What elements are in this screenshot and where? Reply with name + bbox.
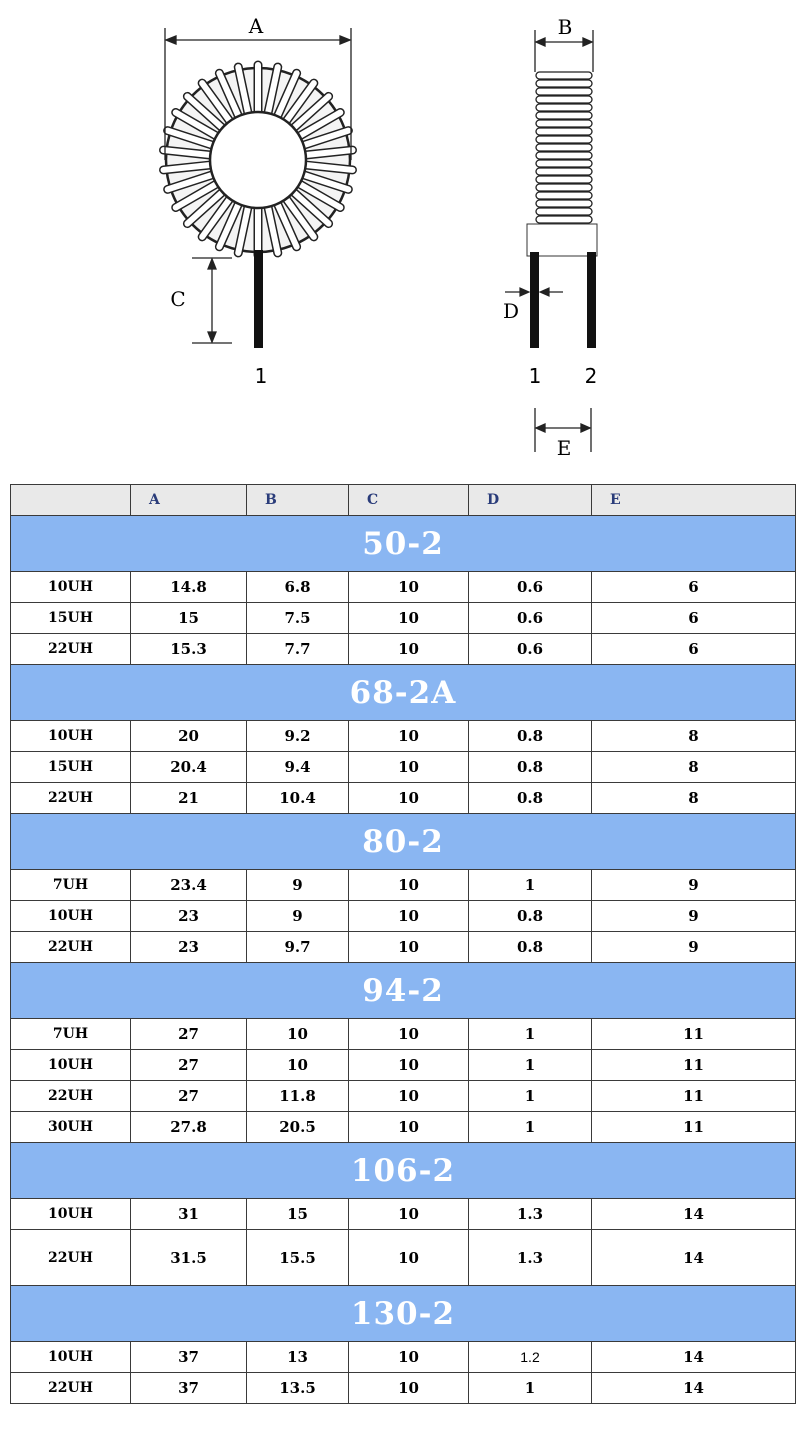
cell-a: 15 xyxy=(131,603,247,634)
cell-a: 23.4 xyxy=(131,870,247,901)
side-winding-turn xyxy=(536,128,592,135)
header-cell-e: E xyxy=(592,485,796,516)
cell-b: 9 xyxy=(247,870,349,901)
cell-e: 8 xyxy=(592,721,796,752)
group-header-row xyxy=(11,516,796,572)
cell-c: 10 xyxy=(349,572,469,603)
table-row xyxy=(11,572,796,603)
group-title: 80-2 xyxy=(11,814,796,870)
table-row xyxy=(11,1199,796,1230)
cell-b: 10.4 xyxy=(247,783,349,814)
cell-c: 10 xyxy=(349,634,469,665)
cell-e: 6 xyxy=(592,603,796,634)
table-row xyxy=(11,1112,796,1143)
cell-inductance: 10UH xyxy=(11,1199,131,1230)
toroid-side-view xyxy=(527,72,597,348)
cell-a: 14.8 xyxy=(131,572,247,603)
group-title: 50-2 xyxy=(11,516,796,572)
cell-d: 1 xyxy=(469,1373,592,1404)
cell-c: 10 xyxy=(349,932,469,963)
cell-inductance: 22UH xyxy=(11,634,131,665)
cell-a: 27 xyxy=(131,1050,247,1081)
cell-e: 8 xyxy=(592,783,796,814)
group-title: 130-2 xyxy=(11,1286,796,1342)
cell-d: 0.8 xyxy=(469,901,592,932)
cell-d: 1.3 xyxy=(469,1199,592,1230)
cell-e: 11 xyxy=(592,1112,796,1143)
cell-inductance: 30UH xyxy=(11,1112,131,1143)
cell-d: 1.2 xyxy=(469,1342,592,1373)
header-cell-b: B xyxy=(247,485,349,516)
header-row xyxy=(11,485,796,516)
cell-a: 20 xyxy=(131,721,247,752)
cell-d: 0.8 xyxy=(469,932,592,963)
cell-e: 11 xyxy=(592,1019,796,1050)
group-title: 94-2 xyxy=(11,963,796,1019)
group-title: 68-2A xyxy=(11,665,796,721)
cell-c: 10 xyxy=(349,901,469,932)
side-winding-turn xyxy=(536,104,592,111)
pin-1-front-label: 1 xyxy=(254,364,268,388)
table-row xyxy=(11,1019,796,1050)
group-header-row xyxy=(11,1286,796,1342)
side-winding-turn xyxy=(536,112,592,119)
cell-d: 0.8 xyxy=(469,783,592,814)
table-row xyxy=(11,870,796,901)
cell-c: 10 xyxy=(349,1112,469,1143)
cell-b: 9.2 xyxy=(247,721,349,752)
cell-b: 7.5 xyxy=(247,603,349,634)
label-d: D xyxy=(502,299,520,323)
cell-e: 11 xyxy=(592,1050,796,1081)
cell-c: 10 xyxy=(349,870,469,901)
header-cell-d: D xyxy=(469,485,592,516)
cell-c: 10 xyxy=(349,783,469,814)
cell-e: 6 xyxy=(592,572,796,603)
cell-inductance: 10UH xyxy=(11,721,131,752)
label-c: C xyxy=(170,287,186,311)
cell-inductance: 22UH xyxy=(11,1373,131,1404)
table-row xyxy=(11,783,796,814)
cell-c: 10 xyxy=(349,603,469,634)
cell-inductance: 22UH xyxy=(11,1081,131,1112)
cell-b: 20.5 xyxy=(247,1112,349,1143)
cell-e: 6 xyxy=(592,634,796,665)
table-row xyxy=(11,1373,796,1404)
cell-d: 0.6 xyxy=(469,634,592,665)
cell-d: 1 xyxy=(469,1019,592,1050)
table-row xyxy=(11,1050,796,1081)
group-header-row xyxy=(11,1143,796,1199)
spec-table-body xyxy=(11,516,796,1404)
cell-a: 27.8 xyxy=(131,1112,247,1143)
cell-e: 9 xyxy=(592,901,796,932)
cell-c: 10 xyxy=(349,1373,469,1404)
spec-table xyxy=(10,484,796,1404)
cell-b: 13.5 xyxy=(247,1373,349,1404)
header-cell-a: A xyxy=(131,485,247,516)
header-cell-c: C xyxy=(349,485,469,516)
cell-e: 14 xyxy=(592,1373,796,1404)
cell-inductance: 10UH xyxy=(11,901,131,932)
cell-d: 1 xyxy=(469,1081,592,1112)
cell-c: 10 xyxy=(349,1342,469,1373)
cell-inductance: 7UH xyxy=(11,1019,131,1050)
table-row xyxy=(11,932,796,963)
side-winding-turn xyxy=(536,200,592,207)
cell-e: 11 xyxy=(592,1081,796,1112)
toroid-front-view xyxy=(164,65,353,348)
side-winding-turn xyxy=(536,88,592,95)
side-winding-turn xyxy=(536,80,592,87)
label-a: A xyxy=(248,14,264,38)
table-row xyxy=(11,752,796,783)
cell-a: 23 xyxy=(131,932,247,963)
cell-e: 8 xyxy=(592,752,796,783)
cell-b: 6.8 xyxy=(247,572,349,603)
cell-b: 11.8 xyxy=(247,1081,349,1112)
side-winding-turn xyxy=(536,192,592,199)
group-title: 106-2 xyxy=(11,1143,796,1199)
cell-e: 9 xyxy=(592,870,796,901)
cell-b: 9 xyxy=(247,901,349,932)
pin-1-side-label: 1 xyxy=(528,364,542,388)
cell-b: 9.4 xyxy=(247,752,349,783)
side-winding-turn xyxy=(536,120,592,127)
side-winding-turn xyxy=(536,208,592,215)
side-winding-turn xyxy=(536,72,592,79)
cell-d: 1.3 xyxy=(469,1230,592,1286)
side-winding-turn xyxy=(536,136,592,143)
cell-inductance: 22UH xyxy=(11,1230,131,1286)
cell-b: 7.7 xyxy=(247,634,349,665)
cell-c: 10 xyxy=(349,752,469,783)
cell-b: 15.5 xyxy=(247,1230,349,1286)
cell-c: 10 xyxy=(349,721,469,752)
cell-e: 9 xyxy=(592,932,796,963)
side-winding-turn xyxy=(536,168,592,175)
cell-d: 1 xyxy=(469,1050,592,1081)
header-cell-blank xyxy=(11,485,131,516)
cell-inductance: 10UH xyxy=(11,572,131,603)
cell-d: 0.8 xyxy=(469,721,592,752)
cell-a: 23 xyxy=(131,901,247,932)
table-row xyxy=(11,721,796,752)
cell-e: 14 xyxy=(592,1230,796,1286)
cell-e: 14 xyxy=(592,1342,796,1373)
side-winding-turn xyxy=(536,216,592,223)
cell-a: 31.5 xyxy=(131,1230,247,1286)
side-winding-turn xyxy=(536,144,592,151)
cell-d: 0.6 xyxy=(469,572,592,603)
cell-a: 37 xyxy=(131,1373,247,1404)
cell-a: 37 xyxy=(131,1342,247,1373)
table-row xyxy=(11,901,796,932)
group-header-row xyxy=(11,963,796,1019)
cell-b: 10 xyxy=(247,1019,349,1050)
cell-c: 10 xyxy=(349,1081,469,1112)
cell-b: 9.7 xyxy=(247,932,349,963)
table-row xyxy=(11,634,796,665)
cell-inductance: 10UH xyxy=(11,1050,131,1081)
side-winding-turn xyxy=(536,160,592,167)
table-row xyxy=(11,603,796,634)
cell-d: 1 xyxy=(469,870,592,901)
cell-e: 14 xyxy=(592,1199,796,1230)
side-winding-turn xyxy=(536,152,592,159)
dimension-c xyxy=(192,258,232,343)
table-row xyxy=(11,1342,796,1373)
cell-c: 10 xyxy=(349,1019,469,1050)
cell-inductance: 10UH xyxy=(11,1342,131,1373)
cell-inductance: 15UH xyxy=(11,603,131,634)
cell-a: 21 xyxy=(131,783,247,814)
cell-inductance: 22UH xyxy=(11,783,131,814)
label-e: E xyxy=(556,436,572,460)
cell-c: 10 xyxy=(349,1230,469,1286)
cell-b: 13 xyxy=(247,1342,349,1373)
cell-c: 10 xyxy=(349,1199,469,1230)
side-winding-turn xyxy=(536,176,592,183)
pin-2-side-label: 2 xyxy=(584,364,598,388)
cell-d: 0.8 xyxy=(469,752,592,783)
label-b: B xyxy=(557,15,573,39)
cell-inductance: 22UH xyxy=(11,932,131,963)
cell-a: 27 xyxy=(131,1081,247,1112)
dimension-diagram xyxy=(0,0,800,480)
table-row xyxy=(11,1230,796,1286)
group-header-row xyxy=(11,665,796,721)
cell-d: 0.6 xyxy=(469,603,592,634)
cell-d: 1 xyxy=(469,1112,592,1143)
side-winding-turn xyxy=(536,184,592,191)
cell-b: 10 xyxy=(247,1050,349,1081)
cell-a: 31 xyxy=(131,1199,247,1230)
cell-inductance: 7UH xyxy=(11,870,131,901)
cell-inductance: 15UH xyxy=(11,752,131,783)
cell-b: 15 xyxy=(247,1199,349,1230)
cell-a: 20.4 xyxy=(131,752,247,783)
cell-a: 15.3 xyxy=(131,634,247,665)
table-row xyxy=(11,1081,796,1112)
cell-a: 27 xyxy=(131,1019,247,1050)
cell-c: 10 xyxy=(349,1050,469,1081)
group-header-row xyxy=(11,814,796,870)
side-winding-turn xyxy=(536,96,592,103)
